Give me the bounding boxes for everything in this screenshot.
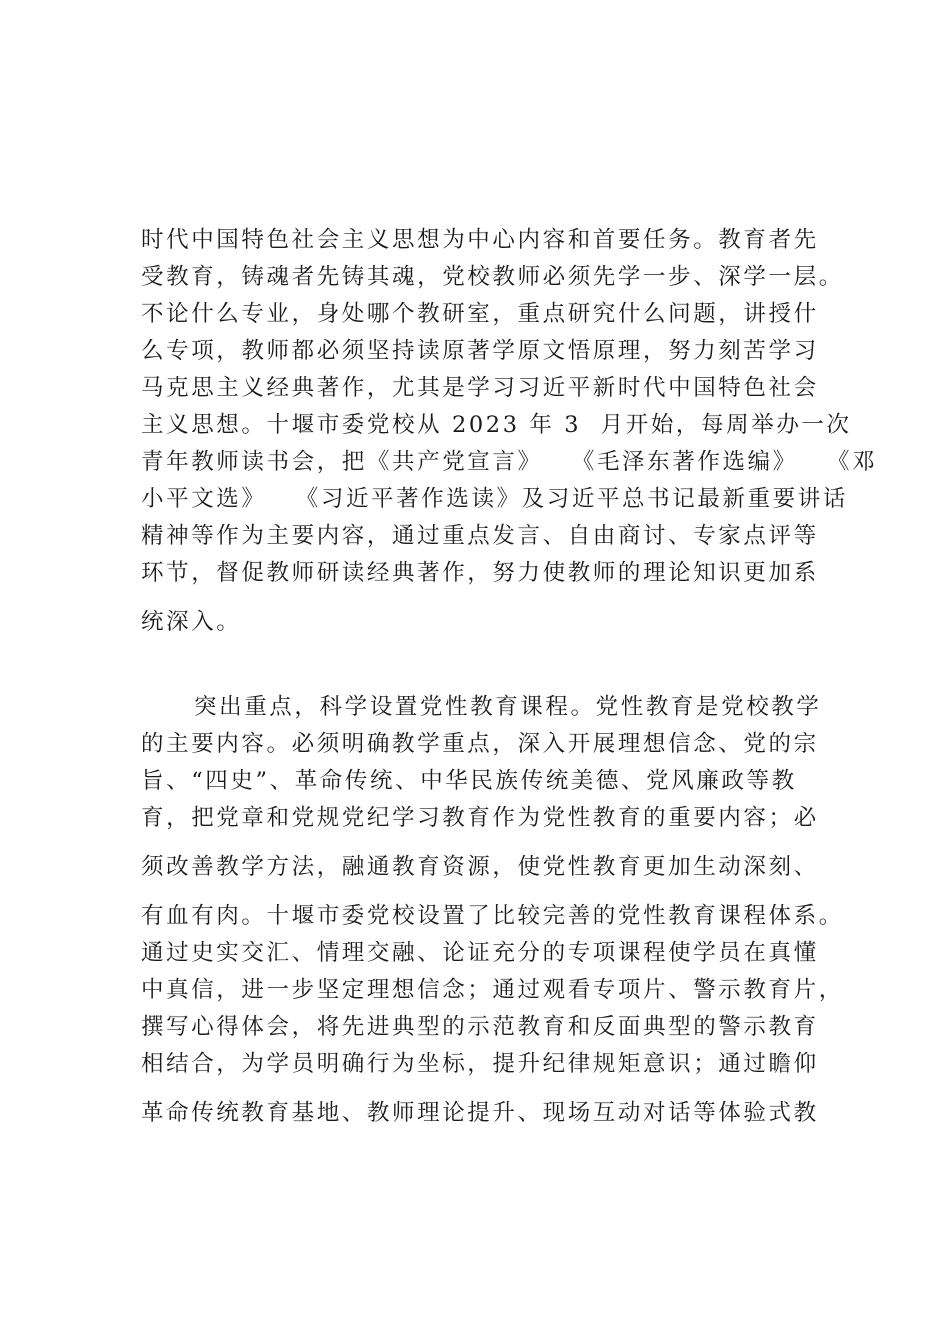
text-line: 须改善教学方法，融通教育资源，使党性教育更加生动深刻、: [141, 854, 819, 880]
text-line: 环节，督促教师研读经典著作，努力使教师的理论知识更加系: [141, 560, 819, 586]
text-line: 受教育，铸魂者先铸其魂，党校教师必须先学一步、深学一层。: [141, 264, 844, 290]
text-line: 不论什么专业，身处哪个教研室，重点研究什么问题，讲授什: [141, 301, 819, 327]
text-line: 育，把党章和党规党纪学习教育作为党性教育的重要内容；必: [141, 805, 819, 831]
text-line: 革命传统教育基地、教师理论提升、现场互动对话等体验式教: [141, 1100, 819, 1126]
text-line: 主义思想。十堰市委党校从 2023 年 3 月开始，每周举办一次: [141, 412, 852, 438]
text-line: 马克思主义经典著作，尤其是学习习近平新时代中国特色社会: [141, 375, 819, 401]
text-line: 么专项，教师都必须坚持读原著学原文悟原理，努力刻苦学习: [141, 338, 819, 364]
text-line: 突出重点，科学设置党性教育课程。党性教育是党校教学: [194, 694, 822, 720]
text-line: 青年教师读书会，把《共产党宣言》 《毛泽东著作选编》 《邓: [141, 449, 878, 475]
text-line: 旨、“四史”、革命传统、中华民族传统美德、党风廉政等教: [141, 768, 797, 794]
text-line: 有血有肉。十堰市委党校设置了比较完善的党性教育课程体系。: [141, 903, 844, 929]
text-line: 的主要内容。必须明确教学重点，深入开展理想信念、党的宗: [141, 731, 819, 757]
text-line: 撰写心得体会，将先进典型的示范教育和反面典型的警示教育: [141, 1014, 819, 1040]
text-line: 通过史实交汇、情理交融、论证充分的专项课程使学员在真懂: [141, 940, 819, 966]
text-line: 相结合，为学员明确行为坐标，提升纪律规矩意识；通过瞻仰: [141, 1051, 819, 1077]
text-line: 中真信，进一步坚定理想信念；通过观看专项片、警示教育片，: [141, 977, 844, 1003]
text-line: 统深入。: [141, 609, 242, 635]
text-line: 精神等作为主要内容，通过重点发言、自由商讨、专家点评等: [141, 523, 819, 549]
text-line: 时代中国特色社会主义思想为中心内容和首要任务。教育者先: [141, 227, 819, 253]
text-line: 小平文选》 《习近平著作选读》及习近平总书记最新重要讲话: [141, 486, 848, 512]
